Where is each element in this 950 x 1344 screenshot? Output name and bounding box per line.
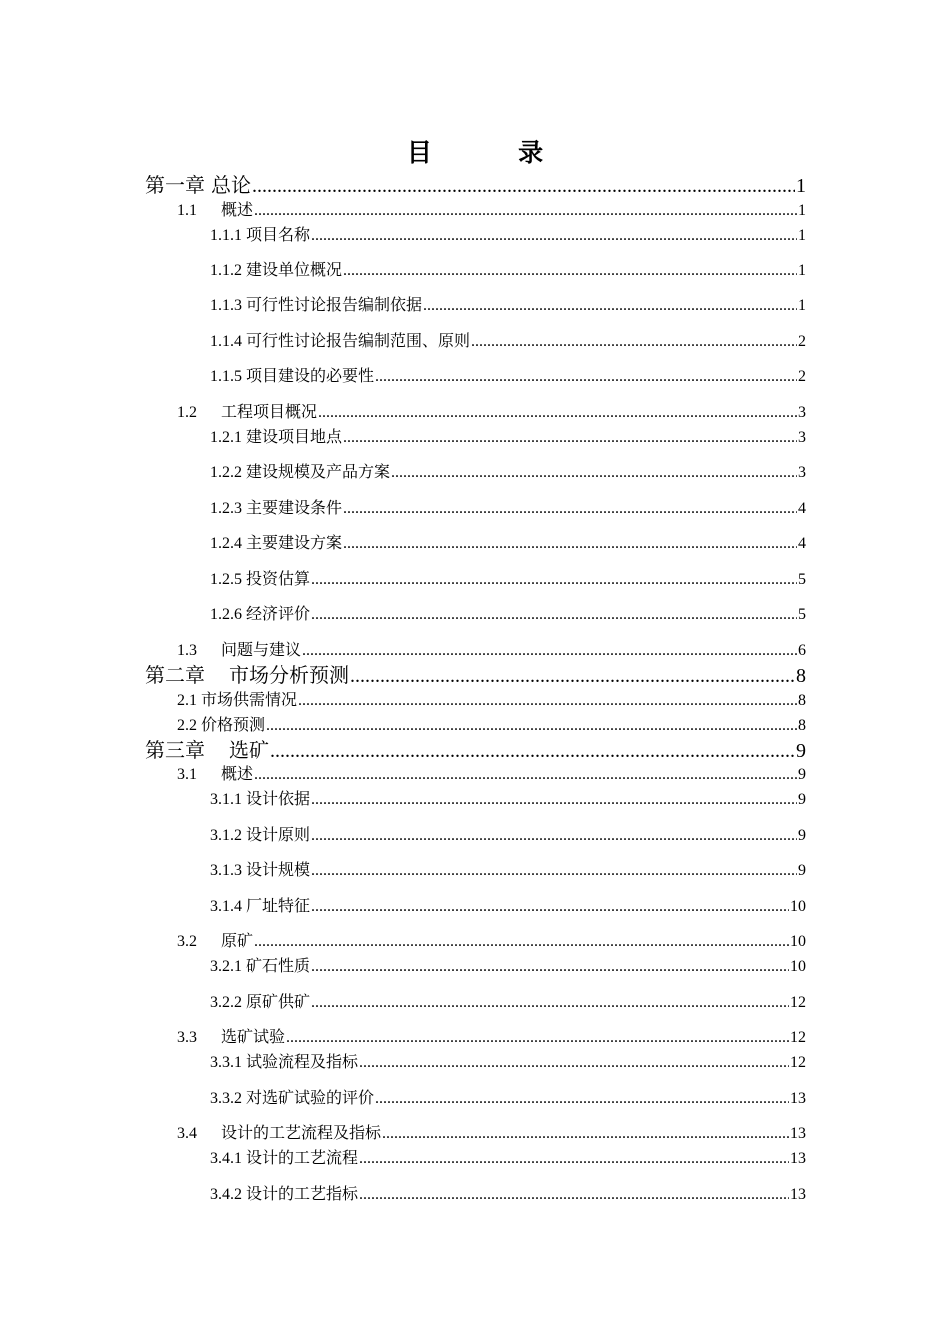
toc-entry-number: 1.1.5 <box>210 368 242 385</box>
dot-leader <box>350 664 795 688</box>
toc-entry-number: 3.3.2 <box>210 1090 242 1107</box>
toc-entry-page: 12 <box>790 1029 806 1046</box>
toc-entry-number: 3.4.2 <box>210 1186 242 1203</box>
toc-entry-number: 1.1 <box>177 202 197 219</box>
toc-entry-text: 主要建设条件 <box>246 500 343 517</box>
toc-entry-label <box>210 499 342 518</box>
toc-entry-text: 设计依据 <box>246 791 311 808</box>
toc-entry[interactable] <box>210 499 806 518</box>
toc-entry-text: 项目建设的必要性 <box>246 368 375 385</box>
toc-entry-label <box>210 332 470 351</box>
toc-entry-page: 9 <box>798 791 806 808</box>
toc-entry[interactable] <box>210 226 806 245</box>
toc-entry-page: 6 <box>798 642 806 659</box>
toc-entry-text: 原矿 <box>221 933 254 950</box>
toc-entry[interactable] <box>210 1185 806 1204</box>
dot-leader <box>311 897 789 916</box>
toc-entry-text: 价格预测 <box>201 717 266 734</box>
toc-entry-page: 10 <box>790 958 806 975</box>
toc-entry-page: 13 <box>790 1150 806 1167</box>
dot-leader <box>311 790 797 809</box>
dot-leader <box>359 1149 789 1168</box>
toc-entry-page: 1 <box>796 175 806 197</box>
toc-entry-text: 市场分析预测 <box>229 665 349 687</box>
toc-entry-label <box>210 1089 374 1108</box>
toc-entry[interactable] <box>210 428 806 447</box>
toc-entry-label <box>210 897 310 916</box>
toc-entry-page: 10 <box>790 898 806 915</box>
toc-entry-text: 设计原则 <box>246 827 311 844</box>
toc-entry-page: 13 <box>790 1186 806 1203</box>
dot-leader <box>254 932 789 951</box>
toc-entry-page: 5 <box>798 571 806 588</box>
toc-entry[interactable] <box>177 765 806 784</box>
toc-entry[interactable] <box>145 664 806 688</box>
dot-leader <box>375 1089 789 1108</box>
toc-entry-label <box>177 1028 285 1047</box>
dot-leader <box>311 570 797 589</box>
toc-entry-text: 概述 <box>221 766 254 783</box>
toc-entry-page: 10 <box>790 933 806 950</box>
toc-entry-label <box>177 641 301 660</box>
toc-entry[interactable] <box>210 332 806 351</box>
toc-entry-label <box>210 1053 358 1072</box>
toc-entry-text: 概述 <box>221 202 254 219</box>
toc-entry-page: 3 <box>798 464 806 481</box>
toc-entry-label <box>210 993 310 1012</box>
toc-entry-text: 建设规模及产品方案 <box>246 464 391 481</box>
toc-entry[interactable] <box>210 261 806 280</box>
toc-entry-text: 可行性讨论报告编制范围、原则 <box>246 333 471 350</box>
dot-leader <box>359 1053 789 1072</box>
toc-entry[interactable] <box>177 201 806 220</box>
toc-entry-page: 8 <box>798 692 806 709</box>
toc-entry-number: 1.1.2 <box>210 262 242 279</box>
dot-leader <box>391 463 797 482</box>
toc-entry[interactable] <box>177 403 806 422</box>
toc-entry[interactable] <box>210 463 806 482</box>
toc-entry-page: 3 <box>798 404 806 421</box>
dot-leader <box>266 716 797 735</box>
toc-entry-label <box>210 1185 358 1204</box>
toc-entry-number: 1.2.2 <box>210 464 242 481</box>
toc-entry-text: 总论 <box>211 175 251 197</box>
toc-entry-number: 第二章 <box>145 665 205 687</box>
toc-entry-page: 3 <box>798 429 806 446</box>
toc-entry-label <box>210 296 422 315</box>
toc-entry-label <box>145 664 349 688</box>
toc-entry-number: 1.1.1 <box>210 227 242 244</box>
toc-entry[interactable] <box>210 790 806 809</box>
toc-entry-label <box>177 201 253 220</box>
toc-entry-text: 问题与建议 <box>221 642 302 659</box>
toc-entry-text: 设计的工艺流程及指标 <box>221 1125 382 1142</box>
toc-entry-page: 13 <box>790 1090 806 1107</box>
dot-leader <box>471 332 797 351</box>
toc-entry-label <box>210 826 310 845</box>
toc-entry-text: 工程项目概况 <box>221 404 318 421</box>
toc-entry-number: 3.1.1 <box>210 791 242 808</box>
toc-title: 目 录 <box>406 140 584 167</box>
toc-entry-number: 3.1 <box>177 766 197 783</box>
dot-leader <box>343 534 797 553</box>
dot-leader <box>318 403 797 422</box>
toc-entry[interactable] <box>145 174 806 198</box>
dot-leader <box>311 957 789 976</box>
toc-entry[interactable] <box>210 1053 806 1072</box>
toc-entry-number: 1.2 <box>177 404 197 421</box>
toc-entry-number: 3.2.1 <box>210 958 242 975</box>
toc-entry[interactable] <box>177 641 806 660</box>
dot-leader <box>286 1028 789 1047</box>
toc-entry-number: 2.2 <box>177 717 197 734</box>
toc-entry-label <box>210 1149 358 1168</box>
toc-entry-label <box>210 861 310 880</box>
toc-entry-number: 3.1.2 <box>210 827 242 844</box>
toc-entry-page: 2 <box>798 368 806 385</box>
toc-entry-text: 投资估算 <box>246 571 311 588</box>
toc-entry-page: 13 <box>790 1125 806 1142</box>
toc-entry[interactable] <box>210 861 806 880</box>
toc-entry-text: 厂址特征 <box>246 898 311 915</box>
toc-entry[interactable] <box>177 932 806 951</box>
toc-entry-page: 1 <box>798 227 806 244</box>
toc-entry-number: 1.1.3 <box>210 297 242 314</box>
toc-entry-text: 建设单位概况 <box>246 262 343 279</box>
toc-entry-text: 设计的工艺指标 <box>246 1186 359 1203</box>
toc-entry-number: 3.4.1 <box>210 1150 242 1167</box>
toc-entry-label <box>210 957 310 976</box>
toc-entry[interactable] <box>177 1028 806 1047</box>
toc-entry-number: 第三章 <box>145 740 205 762</box>
toc-entry-page: 9 <box>798 827 806 844</box>
toc-entry[interactable] <box>210 367 806 386</box>
toc-entry[interactable] <box>210 605 806 624</box>
toc-entry-label <box>177 765 253 784</box>
toc-entry[interactable] <box>210 1149 806 1168</box>
toc-entry-label <box>210 790 310 809</box>
toc-entry-text: 选矿试验 <box>221 1029 286 1046</box>
toc-entry-number: 2.1 <box>177 692 197 709</box>
toc-entry-text: 经济评价 <box>246 606 311 623</box>
toc-entry-number: 3.1.3 <box>210 862 242 879</box>
toc-entry[interactable] <box>210 993 806 1012</box>
toc-entry-page: 4 <box>798 500 806 517</box>
toc-entry-page: 2 <box>798 333 806 350</box>
dot-leader <box>343 428 797 447</box>
toc-entry-label <box>177 1124 381 1143</box>
dot-leader <box>298 691 797 710</box>
toc-entry-number: 1.2.4 <box>210 535 242 552</box>
toc-entry[interactable] <box>210 534 806 553</box>
toc-entry-text: 设计规模 <box>246 862 311 879</box>
toc-entry-number: 1.2.5 <box>210 571 242 588</box>
toc-entry-text: 选矿 <box>229 740 269 762</box>
toc-entry-text: 可行性讨论报告编制依据 <box>246 297 423 314</box>
toc-entry-label <box>177 691 297 710</box>
toc-entry-label <box>177 403 317 422</box>
toc-entry-page: 9 <box>796 740 806 762</box>
toc-entry-page: 1 <box>798 262 806 279</box>
dot-leader <box>252 174 795 198</box>
toc-entry-text: 建设项目地点 <box>246 429 343 446</box>
dot-leader <box>302 641 797 660</box>
toc-entry-page: 9 <box>798 766 806 783</box>
dot-leader <box>254 201 797 220</box>
dot-leader <box>311 226 797 245</box>
toc-entry[interactable] <box>210 897 806 916</box>
toc-entry-label <box>210 534 342 553</box>
toc-entry[interactable] <box>145 739 806 763</box>
toc-entry-text: 主要建设方案 <box>246 535 343 552</box>
toc-entry-text: 设计的工艺流程 <box>246 1150 359 1167</box>
dot-leader <box>270 739 795 763</box>
toc-entry-page: 1 <box>798 297 806 314</box>
toc-entry-page: 1 <box>798 202 806 219</box>
toc-entry-number: 3.1.4 <box>210 898 242 915</box>
toc-entry-number: 第一章 <box>145 175 205 197</box>
toc-entry-number: 3.3.1 <box>210 1054 242 1071</box>
dot-leader <box>382 1124 789 1143</box>
toc-entry-text: 矿石性质 <box>246 958 311 975</box>
toc-entry[interactable] <box>210 957 806 976</box>
dot-leader <box>311 605 797 624</box>
toc-entry-label <box>177 716 265 735</box>
toc-entry-page: 8 <box>796 665 806 687</box>
toc-entry-label <box>210 226 310 245</box>
toc-entry-page: 4 <box>798 535 806 552</box>
toc-entry-label <box>210 463 390 482</box>
toc-entry-page: 12 <box>790 994 806 1011</box>
toc-entry-number: 1.1.4 <box>210 333 242 350</box>
toc-entry-page: 5 <box>798 606 806 623</box>
toc-entry-number: 3.2 <box>177 933 197 950</box>
toc-entry[interactable] <box>210 1089 806 1108</box>
dot-leader <box>311 993 789 1012</box>
toc-entry[interactable] <box>210 826 806 845</box>
toc-entry-page: 8 <box>798 717 806 734</box>
toc-entry-number: 1.2.6 <box>210 606 242 623</box>
toc-entry[interactable] <box>177 691 806 710</box>
toc-entry-label <box>210 605 310 624</box>
toc-entry-number: 3.2.2 <box>210 994 242 1011</box>
dot-leader <box>343 261 797 280</box>
toc-entry[interactable] <box>210 570 806 589</box>
toc-entry-label <box>210 367 374 386</box>
toc-entry-number: 1.3 <box>177 642 197 659</box>
toc-entry-number: 1.2.3 <box>210 500 242 517</box>
toc-entry-text: 对选矿试验的评价 <box>246 1090 375 1107</box>
dot-leader <box>311 826 797 845</box>
toc-entry-text: 试验流程及指标 <box>246 1054 359 1071</box>
toc-entry-label <box>210 261 342 280</box>
toc-entry[interactable] <box>210 296 806 315</box>
toc-entry[interactable] <box>177 716 806 735</box>
dot-leader <box>359 1185 789 1204</box>
toc-entry[interactable] <box>177 1124 806 1143</box>
toc-entry-page: 9 <box>798 862 806 879</box>
toc-entry-number: 3.4 <box>177 1125 197 1142</box>
toc-entry-number: 3.3 <box>177 1029 197 1046</box>
toc-entry-label <box>145 739 269 763</box>
dot-leader <box>254 765 797 784</box>
toc-entry-number: 1.2.1 <box>210 429 242 446</box>
dot-leader <box>423 296 797 315</box>
toc-entry-label <box>210 428 342 447</box>
toc-entry-text: 项目名称 <box>246 227 311 244</box>
toc-entry-page: 12 <box>790 1054 806 1071</box>
toc-entry-label <box>145 174 251 198</box>
toc-entry-label <box>177 932 253 951</box>
toc-entry-text: 市场供需情况 <box>201 692 298 709</box>
toc-entry-text: 原矿供矿 <box>246 994 311 1011</box>
dot-leader <box>375 367 797 386</box>
dot-leader <box>343 499 797 518</box>
dot-leader <box>311 861 797 880</box>
toc-entry-label <box>210 570 310 589</box>
